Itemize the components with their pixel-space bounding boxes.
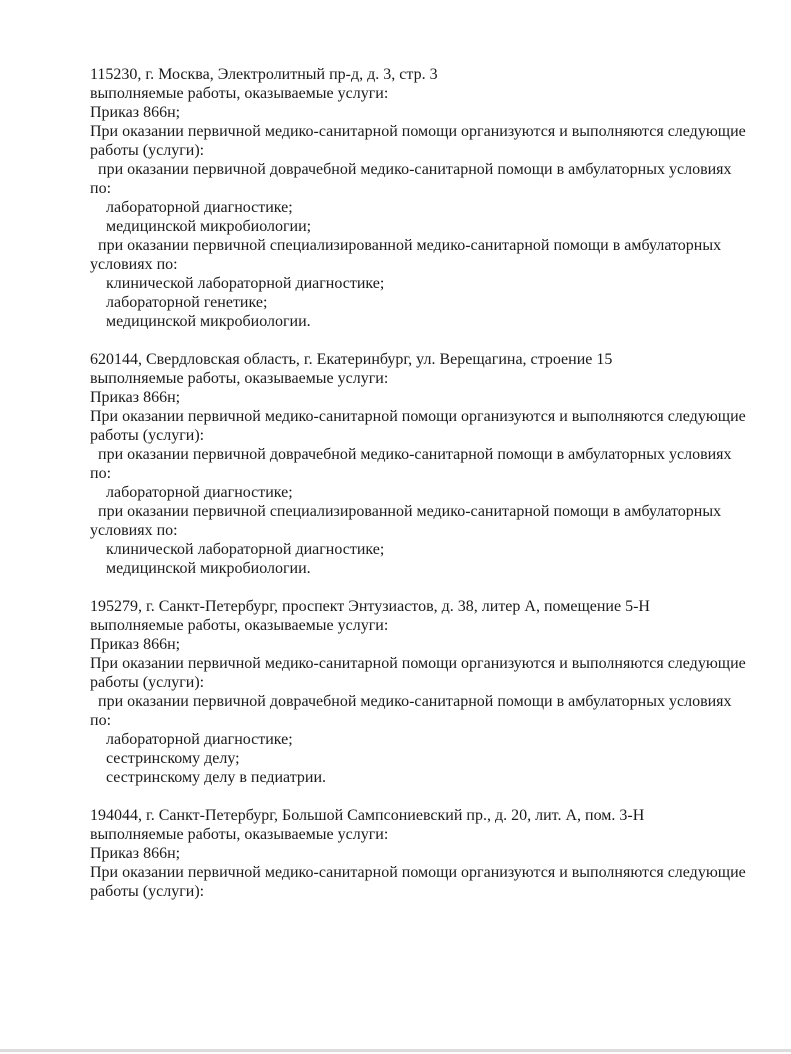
service-text-line: выполняемые работы, оказываемые услуги: <box>90 370 389 387</box>
service-text-line: выполняемые работы, оказываемые услуги: <box>90 85 389 102</box>
service-text-line: при оказании первичной специализированной медико-санитарной помощи в амбулаторных <box>90 237 722 254</box>
bottom-divider <box>0 1049 791 1052</box>
service-text-line: медицинской микробиологии; <box>90 218 312 235</box>
service-text-line: условиях по: <box>90 522 178 539</box>
service-text-line: клинической лабораторной диагностике; <box>90 275 385 292</box>
service-text-line: При оказании первичной медико-санитарной помощи организуются и выполняются следующие <box>90 123 746 140</box>
service-text-line: работы (услуги): <box>90 674 205 691</box>
service-text-line: лабораторной диагностике; <box>90 484 293 501</box>
service-text-line: при оказании первичной доврачебной медико-санитарной помощи в амбулаторных условиях <box>90 693 732 710</box>
service-text-line: выполняемые работы, оказываемые услуги: <box>90 826 389 843</box>
service-text-line: лабораторной диагностике; <box>90 731 293 748</box>
address-line: 194044, г. Санкт-Петербург, Большой Сампсониевский пр., д. 20, лит. А, пом. 3-Н <box>90 807 645 824</box>
document-content <box>90 65 780 901</box>
service-text-line: При оказании первичной медико-санитарной помощи организуются и выполняются следующие <box>90 655 746 672</box>
service-text-line: При оказании первичной медико-санитарной помощи организуются и выполняются следующие <box>90 864 746 881</box>
address-line: 115230, г. Москва, Электролитный пр-д, д. 3, стр. 3 <box>90 66 438 83</box>
license-section <box>90 806 780 901</box>
service-text-line: условиях по: <box>90 256 178 273</box>
service-text-line: медицинской микробиологии. <box>90 313 311 330</box>
service-text-line: выполняемые работы, оказываемые услуги: <box>90 617 389 634</box>
service-text-line: при оказании первичной специализированной медико-санитарной помощи в амбулаторных <box>90 503 722 520</box>
service-text-line: При оказании первичной медико-санитарной помощи организуются и выполняются следующие <box>90 408 746 425</box>
service-text-line: по: <box>90 180 112 197</box>
license-section <box>90 597 780 787</box>
service-text-line: клинической лабораторной диагностике; <box>90 541 385 558</box>
service-text-line: работы (услуги): <box>90 883 205 900</box>
service-text-line: сестринскому делу в педиатрии. <box>90 769 327 786</box>
service-text-line: медицинской микробиологии. <box>90 560 311 577</box>
service-text-line: Приказ 866н; <box>90 636 181 653</box>
service-text-line: работы (услуги): <box>90 142 205 159</box>
service-text-line: Приказ 866н; <box>90 389 181 406</box>
service-text-line: работы (услуги): <box>90 427 205 444</box>
service-text-line: при оказании первичной доврачебной медико-санитарной помощи в амбулаторных условиях <box>90 161 732 178</box>
address-line: 620144, Свердловская область, г. Екатеринбург, ул. Верещагина, строение 15 <box>90 351 613 368</box>
license-section <box>90 350 780 578</box>
service-text-line: Приказ 866н; <box>90 845 181 862</box>
address-line: 195279, г. Санкт-Петербург, проспект Энтузиастов, д. 38, литер А, помещение 5-Н <box>90 598 650 615</box>
service-text-line: Приказ 866н; <box>90 104 181 121</box>
service-text-line: по: <box>90 712 112 729</box>
service-text-line: лабораторной генетике; <box>90 294 268 311</box>
service-text-line: по: <box>90 465 112 482</box>
service-text-line: при оказании первичной доврачебной медико-санитарной помощи в амбулаторных условиях <box>90 446 732 463</box>
service-text-line: сестринскому делу; <box>90 750 240 767</box>
service-text-line: лабораторной диагностике; <box>90 199 293 216</box>
license-section <box>90 65 780 331</box>
